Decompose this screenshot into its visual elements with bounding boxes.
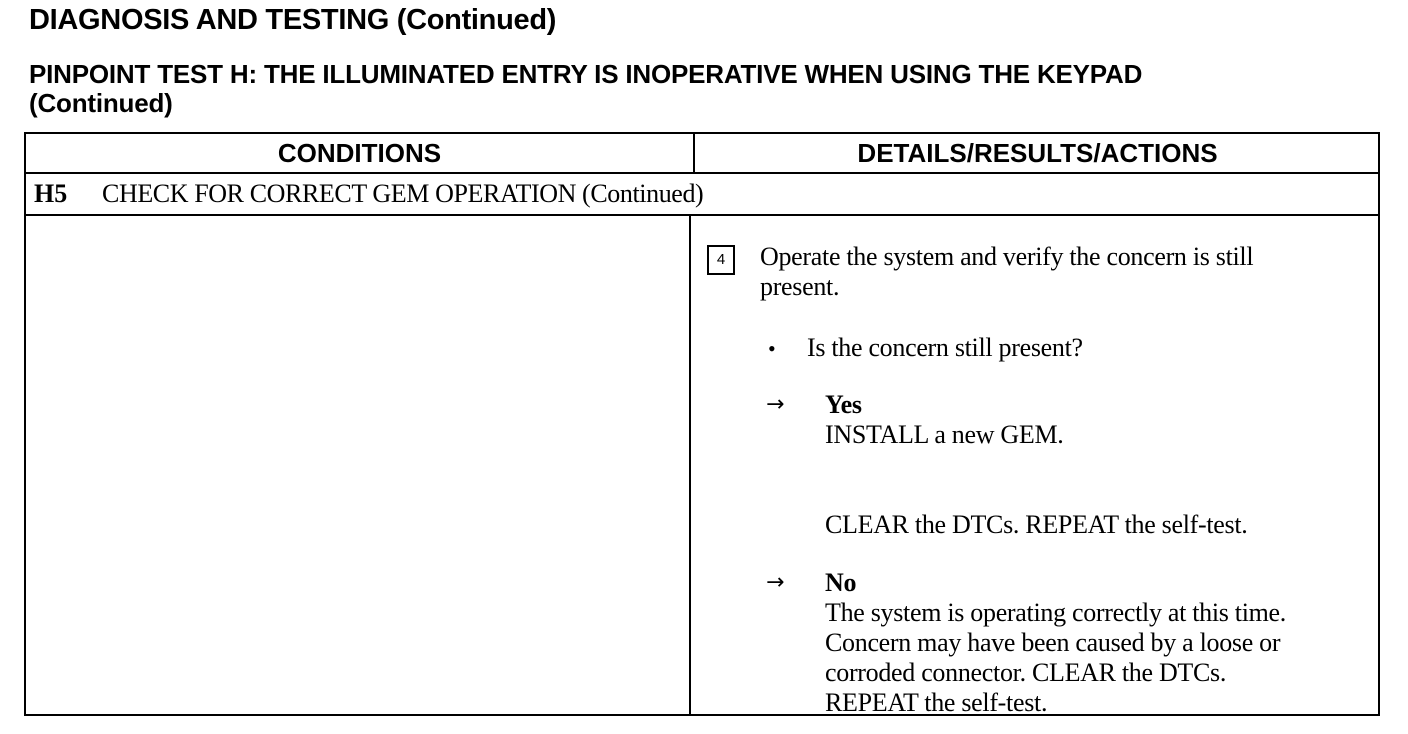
instruction-text [760,242,1253,302]
step-id: H5 [34,179,68,208]
no-line1: The system is operating correctly at this time. [825,598,1286,627]
table-header-row [26,134,1378,174]
question-text: Is the concern still present? [807,333,1083,362]
instruction-line1: Operate the system and verify the concern is still [760,242,1254,271]
body-column-divider [689,216,691,716]
no-line3: corroded connector. CLEAR the DTCs. [825,658,1227,687]
diagnostic-table [24,132,1380,716]
substep-number-box: 4 [707,245,735,275]
no-line2: Concern may have been caused by a loose or [825,628,1281,657]
no-label: No [825,568,857,597]
no-arrow-icon: → [766,570,785,595]
pinpoint-test-title [29,60,1389,118]
instruction-line2: present. [760,272,840,301]
step-row [26,174,1378,216]
no-line4: REPEAT the self-test. [825,688,1048,717]
step-title: CHECK FOR CORRECT GEM OPERATION (Continued) [102,179,704,208]
bullet-icon: • [768,336,776,361]
pinpoint-test-title-line1: PINPOINT TEST H: THE ILLUMINATED ENTRY IS INOPERATIVE WHEN USING THE KEYPAD [29,59,1143,89]
yes-result [825,390,1064,450]
conditions-header: CONDITIONS [277,138,442,168]
yes-label: Yes [825,390,862,419]
details-header: DETAILS/RESULTS/ACTIONS [857,138,1218,168]
yes-action-install: INSTALL a new GEM. [825,420,1064,449]
yes-action-clear: CLEAR the DTCs. REPEAT the self-test. [825,510,1248,539]
page-title: DIAGNOSIS AND TESTING (Continued) [29,4,557,36]
no-result [825,568,1286,718]
yes-arrow-icon: → [766,392,785,417]
header-column-divider [693,134,695,174]
pinpoint-test-title-line2: (Continued) [29,88,173,118]
